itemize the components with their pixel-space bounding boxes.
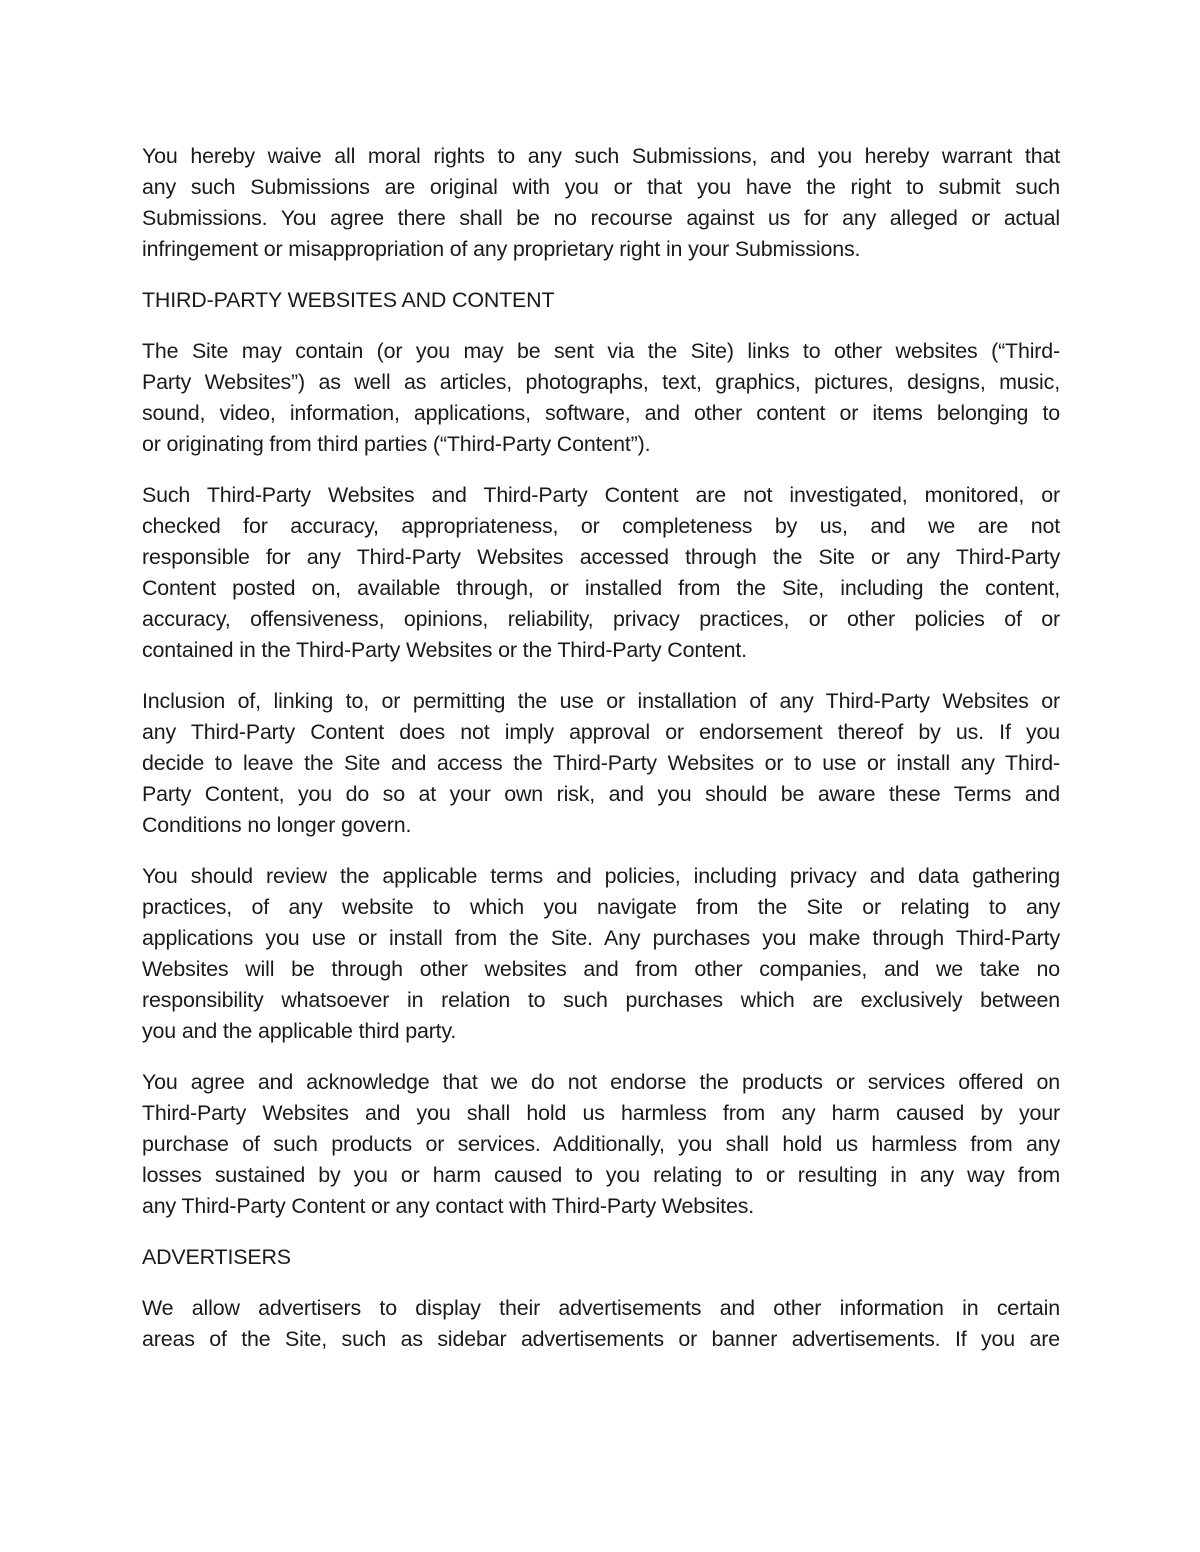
text-line: Submissions. You agree there shall be no recourse against us for any alleged or actual bbox=[142, 206, 1060, 230]
text-line: You hereby waive all moral rights to any such Submissions, and you hereby warrant that bbox=[142, 144, 1060, 168]
text-line: losses sustained by you or harm caused to you relating to or resulting in any way from bbox=[142, 1163, 1060, 1187]
heading-text: ADVERTISERS bbox=[142, 1245, 291, 1269]
text-line: checked for accuracy, appropriateness, or completeness by us, and we are not bbox=[142, 514, 1060, 538]
paragraph-review-policies bbox=[142, 861, 1060, 1047]
heading-text: THIRD-PARTY WEBSITES AND CONTENT bbox=[142, 288, 555, 312]
text-line: any such Submissions are original with you or that you have the right to submit such bbox=[142, 175, 1060, 199]
paragraph-not-investigated bbox=[142, 480, 1060, 666]
paragraph-moral-rights-waiver bbox=[142, 141, 1060, 265]
text-line: you and the applicable third party. bbox=[142, 1019, 457, 1043]
text-line: decide to leave the Site and access the Third-Party Websites or to use or install any Third- bbox=[142, 751, 1060, 775]
text-line: You agree and acknowledge that we do not endorse the products or services offered on bbox=[142, 1070, 1060, 1094]
text-line: applications you use or install from the Site. Any purchases you make through Third-Party bbox=[142, 926, 1060, 950]
paragraph-hold-harmless bbox=[142, 1067, 1060, 1222]
text-line: Websites will be through other websites and from other companies, and we take no bbox=[142, 957, 1060, 981]
text-line: infringement or misappropriation of any proprietary right in your Submissions. bbox=[142, 237, 861, 261]
text-line: responsible for any Third-Party Websites accessed through the Site or any Third-Party bbox=[142, 545, 1060, 569]
paragraph-inclusion-no-endorsement bbox=[142, 686, 1060, 841]
text-line: We allow advertisers to display their advertisements and other information in certain bbox=[142, 1296, 1060, 1320]
text-line: sound, video, information, applications, software, and other content or items belonging to bbox=[142, 401, 1060, 425]
text-line: any Third-Party Content or any contact with Third-Party Websites. bbox=[142, 1194, 755, 1218]
text-line: accuracy, offensiveness, opinions, reliability, privacy practices, or other policies of or bbox=[142, 607, 1060, 631]
text-line: The Site may contain (or you may be sent via the Site) links to other websites (“Third- bbox=[142, 339, 1060, 363]
paragraph-advertisers bbox=[142, 1293, 1060, 1355]
text-line: any Third-Party Content does not imply approval or endorsement thereof by us. If you bbox=[142, 720, 1060, 744]
text-line: areas of the Site, such as sidebar advertisements or banner advertisements. If you are bbox=[142, 1327, 1060, 1351]
section-heading-third-party-websites bbox=[142, 285, 1060, 316]
text-line: purchase of such products or services. Additionally, you shall hold us harmless from any bbox=[142, 1132, 1060, 1156]
paragraph-third-party-definitions bbox=[142, 336, 1060, 460]
text-line: Conditions no longer govern. bbox=[142, 813, 412, 837]
text-line: Such Third-Party Websites and Third-Party Content are not investigated, monitored, or bbox=[142, 483, 1060, 507]
text-line: or originating from third parties (“Third-Party Content”). bbox=[142, 432, 651, 456]
text-line: Third-Party Websites and you shall hold us harmless from any harm caused by your bbox=[142, 1101, 1060, 1125]
text-line: responsibility whatsoever in relation to such purchases which are exclusively between bbox=[142, 988, 1060, 1012]
text-line: Party Websites”) as well as articles, photographs, text, graphics, pictures, designs, music, bbox=[142, 370, 1060, 394]
document-page bbox=[142, 141, 1060, 1375]
text-line: You should review the applicable terms and policies, including privacy and data gathering bbox=[142, 864, 1060, 888]
text-line: Inclusion of, linking to, or permitting the use or installation of any Third-Party Websites or bbox=[142, 689, 1060, 713]
text-line: Content posted on, available through, or installed from the Site, including the content, bbox=[142, 576, 1060, 600]
text-line: practices, of any website to which you navigate from the Site or relating to any bbox=[142, 895, 1060, 919]
text-line: contained in the Third-Party Websites or the Third-Party Content. bbox=[142, 638, 747, 662]
section-heading-advertisers bbox=[142, 1242, 1060, 1273]
text-line: Party Content, you do so at your own risk, and you should be aware these Terms and bbox=[142, 782, 1060, 806]
